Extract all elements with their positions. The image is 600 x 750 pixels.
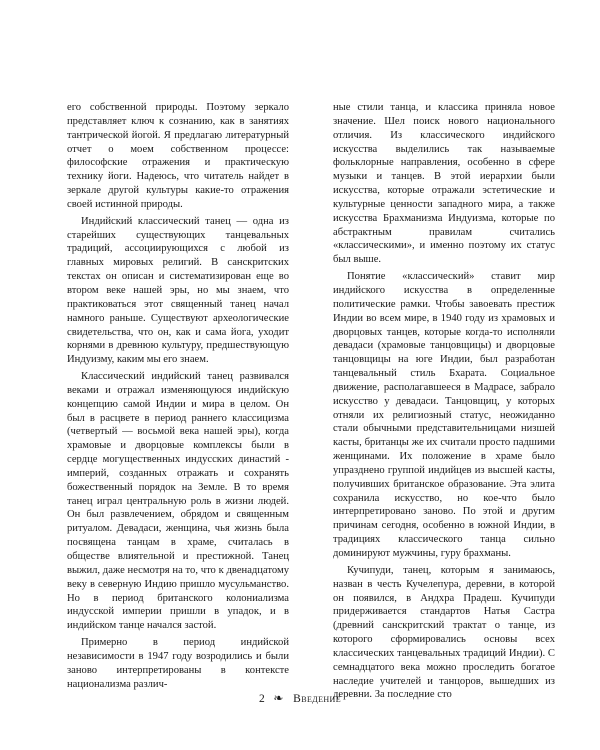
- paragraph: Кучипуди, танец, которым я занимаюсь, назван в честь Кучелепура, деревни, в которой он появился, в Андхра Прадеш. Кучипуди придерживается стандартов Натья Састра (древний санскритский трактат о танце, из которого сформировались основы всех классических танцевальных традиций Индии). С семнадцатого века можно проследить богатое наследие учителей и танцоров, вышедших из деревни. За последние сто: [333, 564, 555, 701]
- page-footer: [0, 691, 600, 706]
- paragraph: ные стили танца, и классика приняла новое значение. Шел поиск нового национального отличия. Из классического индийского искусства выделились так называемые фольклорные направления, особенно в сфере музыки и танцев. В этой иерархии были искусства, которые отражали эстетические и культурные ценности западного мира, а также искусства Брахманизма Индуизма, которые по абстрактным правилам считались «классическими», и именно поэтому их статус был выше.: [333, 102, 555, 266]
- left-text-column: [67, 101, 289, 691]
- page-number: 2: [258, 692, 266, 705]
- paragraph: Примерно в период индийской независимости в 1947 году возродились и были заново интерпретированы в контексте национализма различ-: [67, 637, 289, 690]
- fleuron-ornament-icon: ❧: [273, 691, 284, 705]
- right-text-column: [333, 101, 555, 702]
- paragraph: Классический индийский танец развивался веками и отражал изменяющуюся индийскую концепцию самой Индии и мира в целом. Он был в расцвете в период раннего классицизма (четвертый — восьмой века нашей эры), когда храмовые и дворцовые комплексы были в сердце могущественных индусских династий - империй, созданных отражать и сохранять божественный порядок на Земле. В то время танец играл центральную роль в жизни людей. Он был развлечением, обрядом и священным ритуалом. Девадаси, женщина, чья жизнь была посвящена танцам в храме, считалась в обществе влиятельной и престижной. Танец выжил, даже несмотря на то, что к двенадцатому веку в северную Индию пришло мусульманство. Но в период британского колониализма индусской империи пришли в упадок, и в индийском танце начался застой.: [67, 371, 289, 632]
- paragraph: Понятие «классический» ставит мир индийского искусства в определенные политические рамки. Чтобы завоевать престиж Индии во всем мире, в 1940 году из храмовых и дворцовых танцев, которые когда-то исполняли девадаси (храмовые танцовщицы) и дворцовые танцовщицы на юге Индии, был разработан танцевальный стиль Бхарата. Социальное движение, располагавшееся в Мадрасе, забрало искусство у девадаси. Танцовщиц, у которых отняли их религиозный статус, неожиданно стали обычными представительницами низшей касты, британцы же их считали просто падшими женщинами. Их положение в храме было упразднено группой индийцев из высшей касты, получивших британское образование. Эта элита сохранила искусство, но кое-что было интерпретировано заново. По этой и другим причинам сегодня, особенно в южной Индии, в традициях классического танца сильно доминируют мужчины, гуру брахманы.: [333, 271, 555, 559]
- paragraph: Индийский классический танец — одна из старейших существующих танцевальных традиций, ассоциирующихся с любой из главных мировых религий. В санскритских текстах он описан и систематизирован еще во втором веке нашей эры, но мы знаем, что практиковаться этот священный танец начал намного раньше. Существуют археологические свидетельства, что он, как и сама йога, уходит корнями в древнюю культуру, предшествующую Индуизму, каким мы его знаем.: [67, 215, 289, 366]
- paragraph: его собственной природы. Поэтому зеркало представляет ключ к сознанию, как в занятиях тантрической йогой. Я предлагаю литературный отчет о моем собственном процессе: философские отражения и практическую технику йоги. Надеюсь, что читатель найдет в зеркале другой культуры какие-то отражения своей истинной природы.: [67, 102, 289, 210]
- section-title: Введение: [293, 692, 342, 705]
